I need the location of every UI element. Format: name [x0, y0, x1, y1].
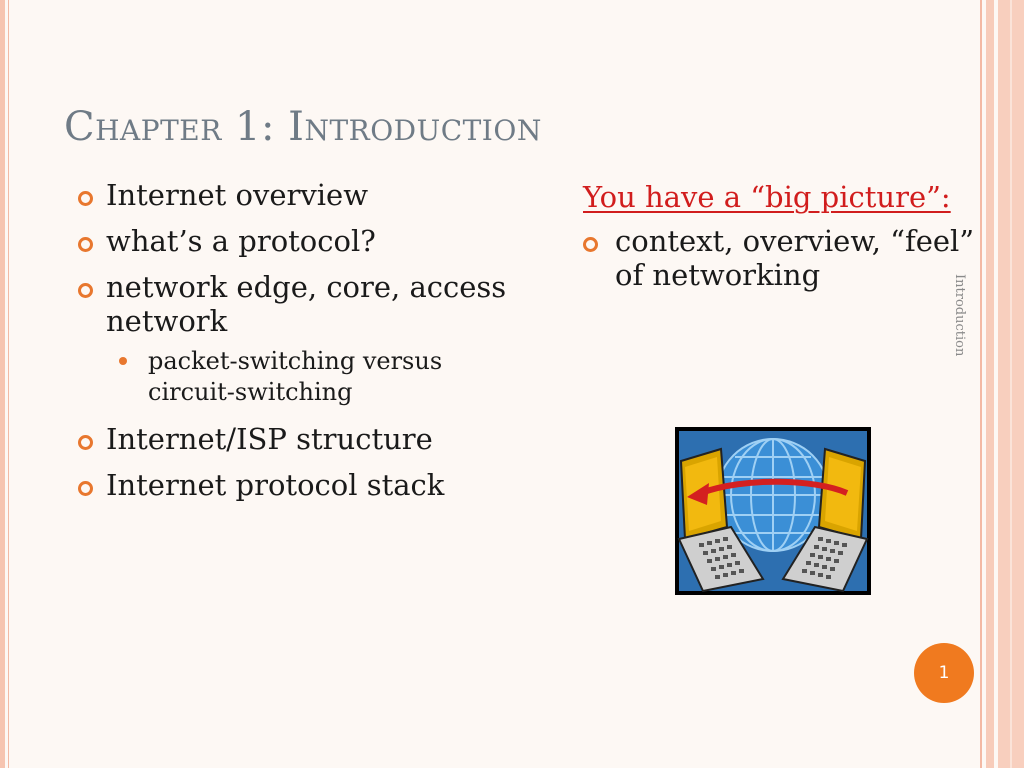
slide-border-right-line [980, 0, 982, 768]
hollow-circle-bullet-icon [78, 191, 93, 206]
bullet-item [78, 422, 538, 456]
big-picture-heading: You have a “big picture”: [583, 180, 951, 214]
bullet-text: Internet/ISP structure [106, 422, 433, 456]
hollow-circle-bullet-icon [78, 481, 93, 496]
bullet-text: Internet overview [106, 178, 369, 212]
left-content-column [78, 178, 538, 514]
bullet-item [583, 224, 985, 292]
bullet-text: Internet protocol stack [106, 468, 445, 502]
sub-bullet-item [78, 346, 508, 408]
slide-title: Chapter 1: Introduction [64, 104, 542, 150]
slide-border-right-stripe [986, 0, 994, 768]
filled-circle-bullet-icon [119, 357, 127, 365]
slide-border-right-highlight [1010, 0, 1012, 768]
page-number-badge: 1 [914, 643, 974, 703]
bullet-item [78, 178, 538, 212]
slide-border-left [0, 0, 5, 768]
networked-computers-globe-icon [675, 427, 871, 595]
hollow-circle-bullet-icon [78, 283, 93, 298]
hollow-circle-bullet-icon [78, 435, 93, 450]
bullet-item [78, 468, 538, 502]
hollow-circle-bullet-icon [583, 237, 598, 252]
bullet-text: network edge, core, access network [106, 270, 507, 338]
hollow-circle-bullet-icon [78, 237, 93, 252]
right-content-column [583, 180, 983, 304]
bullet-item [78, 224, 538, 258]
bullet-text: what’s a protocol? [106, 224, 376, 258]
slide-border-left-line [8, 0, 9, 768]
side-section-label: Introduction [952, 274, 967, 357]
bullet-item [78, 270, 556, 338]
sub-bullet-text: packet-switching versus circuit-switching [148, 347, 443, 406]
bullet-text: context, overview, “feel” of networking [615, 224, 975, 292]
